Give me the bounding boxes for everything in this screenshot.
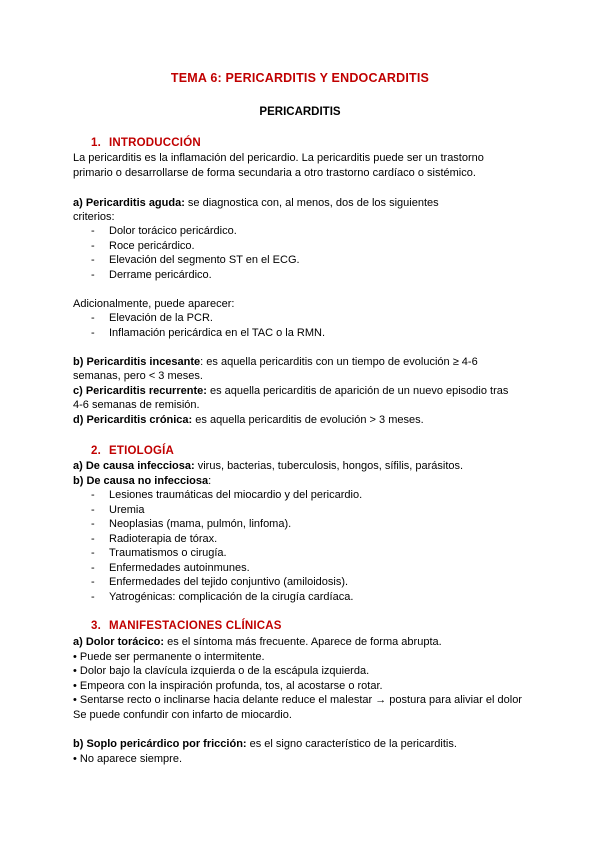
document-subtitle: PERICARDITIS (259, 106, 341, 118)
term-label: b) Pericarditis incesante (73, 356, 201, 368)
list-item: • Puede ser permanente o intermitente. (73, 651, 265, 663)
term-text: : es aquella pericarditis con un tiempo de evolución ≥ 4-6 (200, 356, 478, 368)
list-item: - Enfermedades del tejido conjuntivo (amiloidosis). (91, 576, 349, 588)
causa-infecciosa-line (73, 459, 463, 473)
list-item: • Empeora con la inspiración profunda, tos, al acostarse o rotar. (73, 680, 383, 692)
term-text: virus, bacterias, tuberculosis, hongos, sífilis, parásitos. (194, 460, 464, 472)
paragraph-line: 4-6 semanas de remisión. (73, 399, 200, 411)
dolor-toracico-line (73, 635, 442, 649)
section-heading-etiologia (91, 445, 174, 457)
soplo-pericardico-line (73, 737, 457, 751)
paragraph-line: La pericarditis es la inflamación del pericardio. La pericarditis puede ser un trastorno (73, 152, 484, 164)
list-item: - Yatrogénicas: complicación de la cirugía cardíaca. (91, 591, 354, 603)
term-label: a) Dolor torácico: (73, 636, 165, 648)
paragraph-line: criterios: (73, 211, 115, 223)
section-heading-introduccion (91, 137, 201, 149)
list-item: - Lesiones traumáticas del miocardio y del pericardio. (91, 489, 363, 501)
pericarditis-aguda-line (73, 196, 439, 210)
list-item: - Inflamación pericárdica en el TAC o la RMN. (91, 327, 326, 339)
section-heading-manifestaciones (91, 620, 282, 632)
list-item: - Uremia (91, 504, 145, 516)
section-title: INTRODUCCIÓN (109, 137, 201, 149)
list-item: - Neoplasias (mama, pulmón, linfoma). (91, 518, 292, 530)
term-label: a) De causa infecciosa: (73, 460, 195, 472)
section-number: 1. (91, 137, 101, 149)
list-item: - Elevación de la PCR. (91, 312, 213, 324)
section-number: 3. (91, 620, 101, 632)
list-item: - Radioterapia de tórax. (91, 533, 218, 545)
pericarditis-recurrente-line (73, 384, 508, 398)
paragraph-line: Se puede confundir con infarto de miocardio. (73, 709, 292, 721)
term-text: es el síntoma más frecuente. Aparece de forma abrupta. (164, 636, 442, 648)
section-title: MANIFESTACIONES CLÍNICAS (109, 620, 282, 632)
list-item: • Dolor bajo la clavícula izquierda o de la escápula izquierda. (73, 665, 370, 677)
list-item: • No aparece siempre. (73, 753, 183, 765)
term-text: se diagnostica con, al menos, dos de los siguientes (184, 197, 439, 209)
list-item: - Dolor torácico pericárdico. (91, 225, 237, 237)
term-text: es el signo característico de la pericarditis. (246, 738, 457, 750)
term-label: d) Pericarditis crónica: (73, 414, 193, 426)
term-label: b) Soplo pericárdico por fricción: (73, 738, 247, 750)
term-text: es aquella pericarditis de aparición de un nuevo episodio tras (206, 385, 509, 397)
causa-no-infecciosa-line: b) De causa no infecciosa: (73, 475, 212, 487)
list-item: - Roce pericárdico. (91, 240, 195, 252)
list-item: - Enfermedades autoinmunes. (91, 562, 250, 574)
term-label: c) Pericarditis recurrente: (73, 385, 207, 397)
list-item: - Elevación del segmento ST en el ECG. (91, 254, 300, 266)
paragraph-line: semanas, pero < 3 meses. (73, 370, 203, 382)
term-label: a) Pericarditis aguda: (73, 197, 185, 209)
list-item: • Sentarse recto o inclinarse hacia delante reduce el malestar → postura para aliviar el dolor (73, 694, 522, 706)
list-item: - Derrame pericárdico. (91, 269, 212, 281)
paragraph-line: primario o desarrollarse de forma secundaria a otro trastorno cardíaco o sistémico. (73, 167, 476, 179)
term-label: b) De causa no infecciosa (73, 475, 209, 487)
section-number: 2. (91, 445, 101, 457)
paragraph-line: Adicionalmente, puede aparecer: (73, 298, 235, 310)
pericarditis-incesante-line (73, 355, 478, 369)
section-title: ETIOLOGÍA (109, 445, 175, 457)
pericarditis-cronica-line (73, 413, 424, 427)
term-text: es aquella pericarditis de evolución > 3 meses. (192, 414, 424, 426)
document-title: TEMA 6: PERICARDITIS Y ENDOCARDITIS (170, 71, 430, 85)
list-item: - Traumatismos o cirugía. (91, 547, 227, 559)
